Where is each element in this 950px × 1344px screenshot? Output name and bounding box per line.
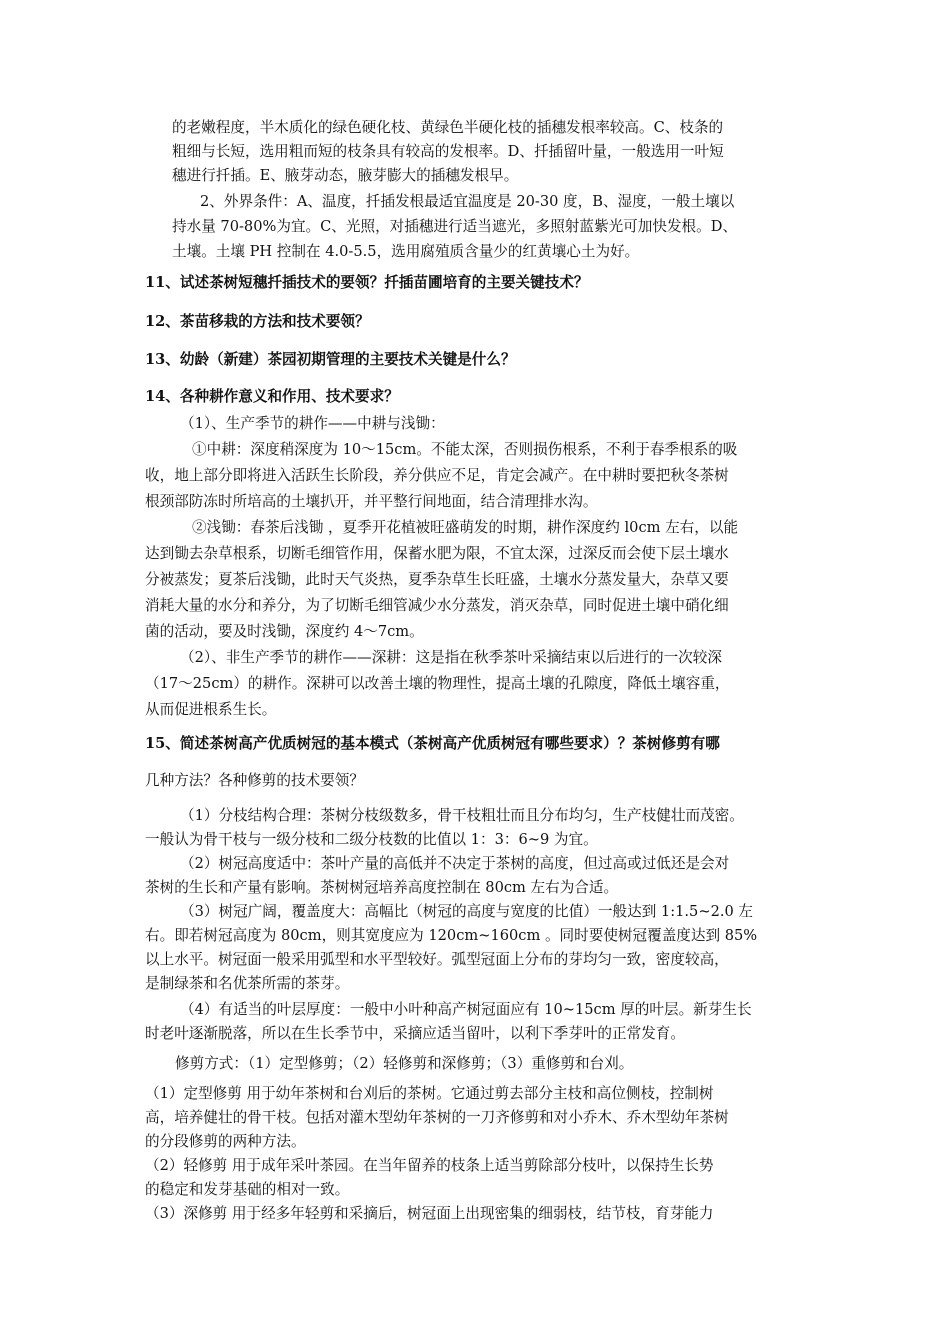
text-line: （2）轻修剪 用于成年采叶茶园。在当年留养的枝条上适当剪除部分枝叶，以保持生长势 xyxy=(145,1157,714,1174)
text-line: 是制绿茶和名优茶所需的茶芽。 xyxy=(145,975,350,992)
question-heading: 15、简述茶树高产优质树冠的基本模式（茶树高产优质树冠有哪些要求）？茶树修剪有哪 xyxy=(145,735,720,752)
text-line: （3）树冠广阔，覆盖度大：高幅比（树冠的高度与宽度的比值）一般达到 1:1.5~2.0 左 xyxy=(180,903,754,920)
text-line: 的稳定和发芽基础的相对一致。 xyxy=(145,1181,350,1198)
text-line: ②浅锄：春茶后浅锄 ，夏季开花植被旺盛萌发的时期，耕作深度约 l0cm 左右，以能 xyxy=(192,519,739,536)
text-line: 的老嫩程度，半木质化的绿色硬化枝、黄绿色半硬化枝的插穗发根率较高。C、枝条的 xyxy=(172,119,724,136)
text-line: 消耗大量的水分和养分，为了切断毛细管减少水分蒸发，消灭杂草，同时促进土壤中硝化细 xyxy=(145,597,729,614)
text-line: 达到锄去杂草根系，切断毛细管作用，保蓄水肥为限，不宜太深，过深反而会使下层土壤水 xyxy=(145,545,729,562)
question-heading: 13、幼龄（新建）茶园初期管理的主要技术关键是什么？ xyxy=(145,351,516,368)
text-line: 茶树的生长和产量有影响。茶树树冠培养高度控制在 80cm 左右为合适。 xyxy=(145,879,619,896)
question-heading: 14、各种耕作意义和作用、技术要求？ xyxy=(145,388,399,405)
text-line: 的分段修剪的两种方法。 xyxy=(145,1133,306,1150)
text-line: （4）有适当的叶层厚度：一般中小叶种高产树冠面应有 10~15cm 厚的叶层。新芽生长 xyxy=(180,1001,752,1018)
text-line: （3）深修剪 用于经多年轻剪和采摘后，树冠面上出现密集的细弱枝，结节枝，育芽能力 xyxy=(145,1205,714,1222)
text-line: 从而促进根系生长。 xyxy=(145,701,277,718)
text-line: 一般认为骨干枝与一级分枝和二级分枝数的比值以 1：3：6~9 为宜。 xyxy=(145,831,598,848)
text-line: 菌的活动，要及时浅锄，深度约 4～7cm。 xyxy=(145,623,424,640)
text-line: （1）定型修剪 用于幼年茶树和台刈后的茶树。它通过剪去部分主枝和高位侧枝，控制树 xyxy=(145,1085,714,1102)
question-heading: 11、试述茶树短穗扦插技术的要领？扦插苗圃培育的主要关键技术？ xyxy=(145,274,589,291)
text-line: 以上水平。树冠面一般采用弧型和水平型较好。弧型冠面上分布的芽均匀一致，密度较高， xyxy=(145,951,729,968)
text-line: 时老叶逐渐脱落，所以在生长季节中，采摘应适当留叶，以利下季芽叶的正常发育。 xyxy=(145,1025,685,1042)
text-line: 修剪方式：（1）定型修剪；（2）轻修剪和深修剪；（3）重修剪和台刈。 xyxy=(175,1055,634,1072)
text-line: 2、外界条件：A、温度，扦插发根最适宜温度是 20-30 度，B、湿度，一般土壤以 xyxy=(200,193,735,210)
text-line: 粗细与长短，选用粗而短的枝条具有较高的发根率。D、扦插留叶量，一般选用一叶短 xyxy=(172,143,724,160)
text-line: 收，地上部分即将进入活跃生长阶段，养分供应不足，肯定会减产。在中耕时要把秋冬茶树 xyxy=(145,467,729,484)
text-line: （17～25cm）的耕作。深耕可以改善土壤的物理性，提高土壤的孔隙度，降低土壤容重， xyxy=(145,675,730,692)
text-line: （1）分枝结构合理：茶树分枝级数多，骨干枝粗壮而且分布均匀，生产枝健壮而茂密。 xyxy=(180,807,744,824)
text-line: 高，培养健壮的骨干枝。包括对灌木型幼年茶树的一刀齐修剪和对小乔木、乔木型幼年茶树 xyxy=(145,1109,729,1126)
text-line: （1）、生产季节的耕作——中耕与浅锄： xyxy=(180,415,445,432)
text-line: 右。即若树冠高度为 80cm，则其宽度应为 120cm~160cm 。同时要使树冠覆盖度达到 85% xyxy=(145,927,758,944)
question-heading-cont: 几种方法？各种修剪的技术要领？ xyxy=(145,772,364,789)
text-line: 持水量 70-80%为宜。C、光照，对插穗进行适当遮光，多照射蓝紫光可加快发根。D、 xyxy=(172,218,738,235)
text-line: 分被蒸发；夏茶后浅锄，此时天气炎热，夏季杂草生长旺盛，土壤水分蒸发量大，杂草又要 xyxy=(145,571,729,588)
text-line: （2）树冠高度适中：茶叶产量的高低并不决定于茶树的高度，但过高或过低还是会对 xyxy=(180,855,730,872)
text-line: ①中耕：深度稍深度为 10～15cm。不能太深，否则损伤根系，不利于春季根系的吸 xyxy=(192,441,738,458)
text-line: 穗进行扦插。E、腋芽动态，腋芽膨大的插穗发根早。 xyxy=(172,167,519,184)
question-heading: 12、茶苗移栽的方法和技术要领？ xyxy=(145,313,370,330)
text-line: （2）、非生产季节的耕作——深耕：这是指在秋季茶叶采摘结束以后进行的一次较深 xyxy=(180,649,722,666)
text-line: 根颈部防冻时所培高的土壤扒开，并平整行间地面，结合清理排水沟。 xyxy=(145,493,598,510)
text-line: 土壤。土壤 PH 控制在 4.0-5.5，选用腐殖质含量少的红黄壤心土为好。 xyxy=(172,243,640,260)
